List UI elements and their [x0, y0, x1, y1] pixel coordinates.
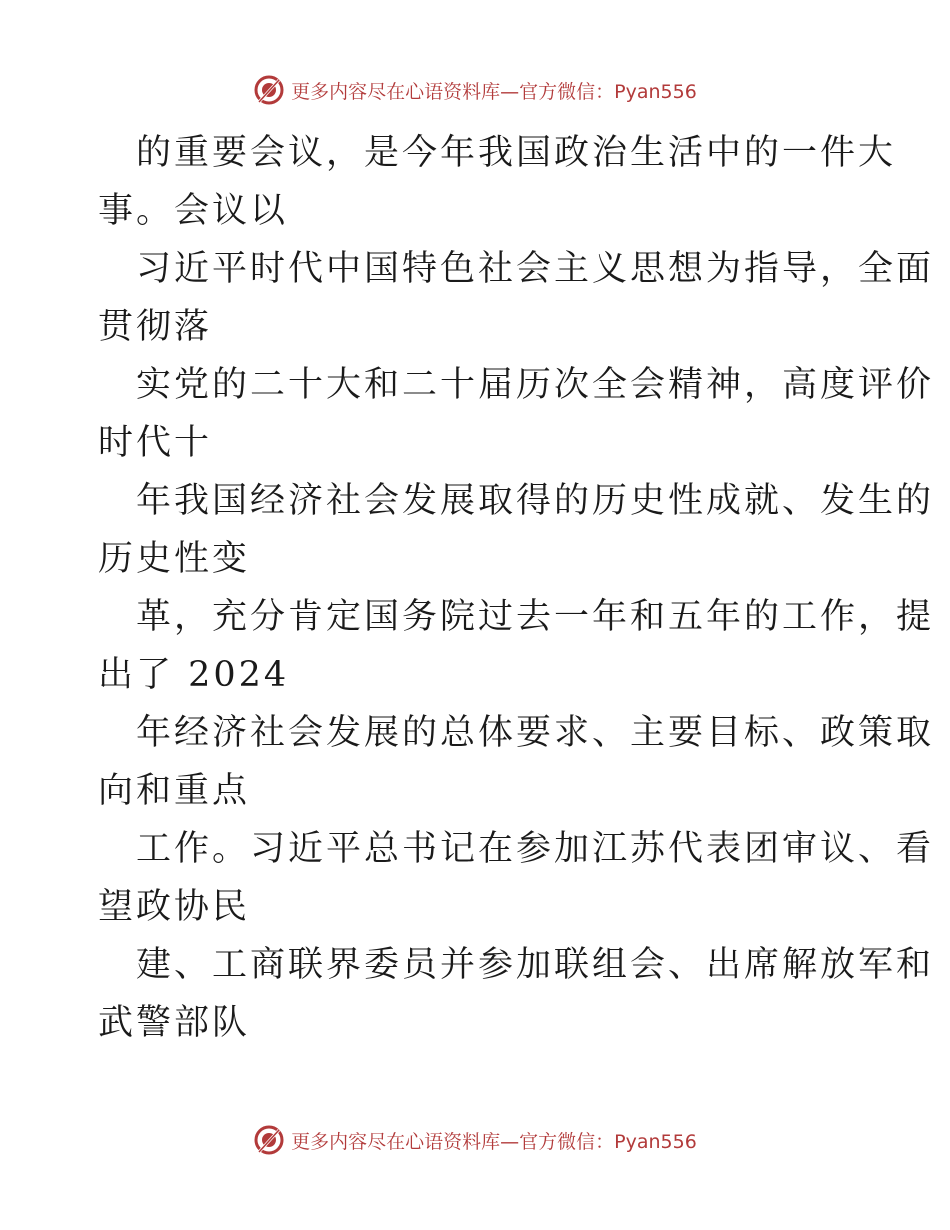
pen-logo-icon [253, 74, 285, 106]
pen-logo-icon [253, 1124, 285, 1156]
text-line: 工作。习近平总书记在参加江苏代表团审议、看 [136, 829, 935, 869]
text-line: 向和重点 [98, 771, 251, 811]
text-line: 出了 2024 [98, 655, 290, 695]
text-line: 时代十 [98, 423, 213, 463]
text-line: 革，充分肯定国务院过去一年和五年的工作，提 [136, 597, 935, 637]
banner-text: 更多内容尽在心语资料库—官方微信：Pyan556 [291, 1130, 697, 1153]
text-line: 事。会议以 [98, 191, 289, 231]
header-banner [0, 70, 950, 110]
text-line: 建、工商联界委员并参加联组会、出席解放军和 [136, 945, 935, 985]
text-line: 望政协民 [98, 887, 251, 927]
text-line: 武警部队 [98, 1003, 251, 1043]
text-line: 的重要会议，是今年我国政治生活中的一件大 [136, 133, 897, 173]
text-line: 习近平时代中国特色社会主义思想为指导，全面 [136, 249, 935, 289]
text-line: 年经济社会发展的总体要求、主要目标、政策取 [136, 713, 935, 753]
document-body [98, 124, 935, 1052]
text-line: 贯彻落 [98, 307, 213, 347]
banner-text: 更多内容尽在心语资料库—官方微信：Pyan556 [291, 80, 697, 103]
footer-banner [0, 1120, 950, 1160]
text-line: 年我国经济社会发展取得的历史性成就、发生的 [136, 481, 935, 521]
text-line: 实党的二十大和二十届历次全会精神，高度评价 [136, 365, 935, 405]
text-line: 历史性变 [98, 539, 251, 579]
